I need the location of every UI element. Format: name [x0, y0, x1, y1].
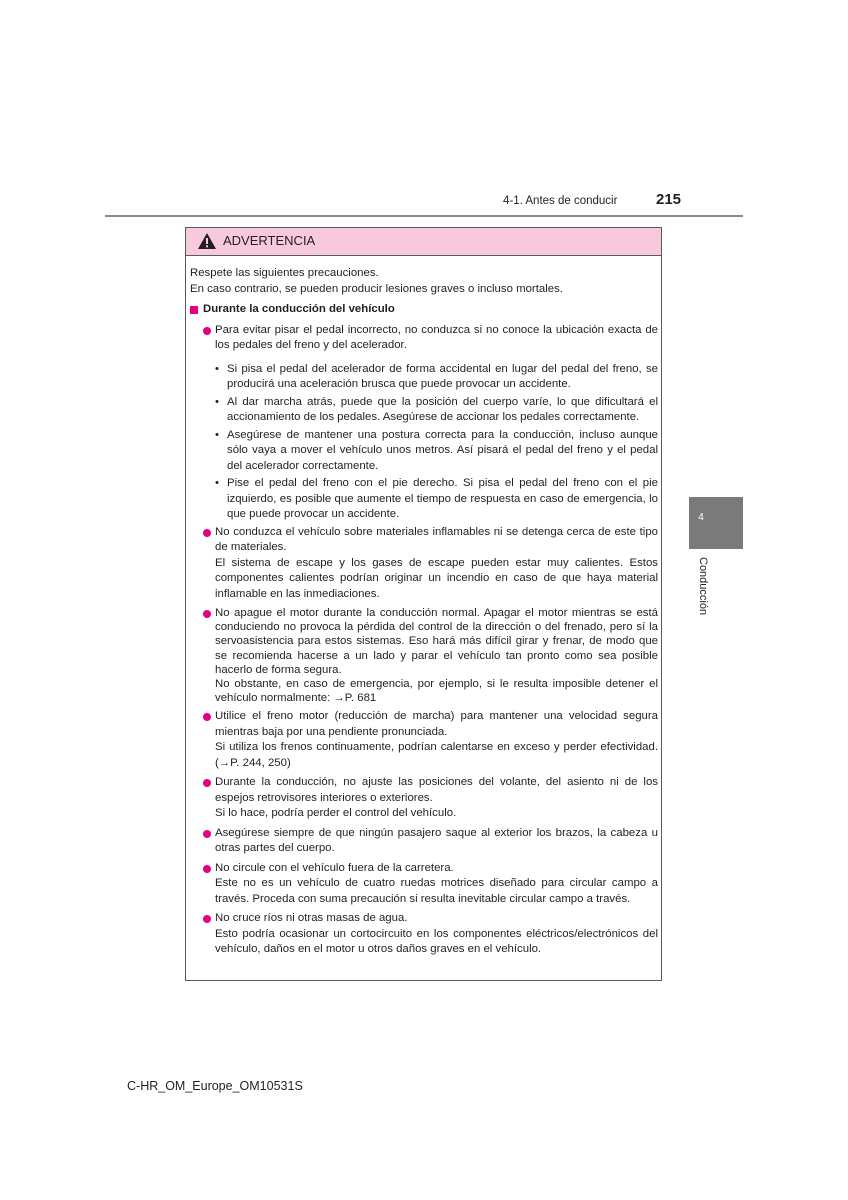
list-item-text: Para evitar pisar el pedal incorrecto, no conduzca si no conoce la ubicación exacta de los pedales del freno y del acelerador. [215, 323, 658, 351]
sub-list-item: • Pise el pedal del freno con el pie derecho. Si pisa el pedal del freno con el pie izquierdo, es posible que aumente el tiempo de respuesta en caso de emergencia, lo que puede provocar un accidente. [190, 476, 658, 523]
list-item-detail: Esto podría ocasionar un cortocircuito en los componentes eléctricos/electrónicos del vehículo, daños en el motor u otros daños graves en el vehículo. [215, 927, 658, 956]
list-item [190, 323, 658, 354]
bullet-dot-icon [203, 529, 211, 537]
sub-list-item: • Asegúrese de mantener una postura correcta para la conducción, incluso aunque sólo vaya a mover el vehículo unos metros. Así pisará el pedal del freno y el pedal del acelerador correctamente. [190, 428, 658, 475]
warning-box [185, 227, 662, 981]
list-item-text: No apague el motor durante la conducción normal. Apagar el motor mientras se está conduciendo no provoca la pérdida del control de la dirección o del frenado, pero sí la servoasistencia para estos sistemas. Eso hará más difícil girar y frenar, de modo que se recomienda hacerse a un lado y parar el vehículo tan pronto como sea posible hacerlo de forma segura. [215, 607, 658, 676]
sub-list-item-text: Asegúrese de mantener una postura correcta para la conducción, incluso aunque sólo vaya a mover el vehículo unos metros. Así pisará el pedal del freno y el pedal del acelerador correctamente. [227, 428, 658, 472]
list-item [190, 525, 658, 603]
list-item [190, 606, 658, 705]
list-item [190, 709, 658, 771]
sub-list-item: • Si pisa el pedal del acelerador de forma accidental en lugar del pedal del freno, se producirá una aceleración brusca que puede provocar un accidente. [190, 362, 658, 393]
sub-list-item-text: Pise el pedal del freno con el pie derecho. Si pisa el pedal del freno con el pie izquierdo, es posible que aumente el tiempo de respuesta en caso de emergencia, lo que puede provocar un accidente. [227, 477, 658, 520]
list-item-text: No conduzca el vehículo sobre materiales inflamables ni se detenga cerca de este tipo de materiales. [215, 525, 658, 553]
warning-title: ADVERTENCIA [223, 233, 316, 248]
bullet-dot-icon [203, 610, 211, 618]
list-item-text: Durante la conducción, no ajuste las posiciones del volante, del asiento ni de los espejos retrovisores interiores o exteriores. [215, 776, 658, 804]
bullet-dot-icon [203, 830, 211, 838]
list-item-detail: El sistema de escape y los gases de escape pueden estar muy calientes. Estos componentes calientes podrían originar un incendio en caso de que haya material inflamable en las inmediaciones. [215, 556, 658, 600]
document-code: C-HR_OM_Europe_OM10531S [127, 1079, 303, 1093]
list-item-text: Asegúrese siempre de que ningún pasajero saque al exterior los brazos, la cabeza u otras partes del cuerpo. [215, 826, 658, 855]
chapter-tab [689, 497, 743, 549]
warning-header [186, 228, 661, 256]
bullet-dot-icon [203, 865, 211, 873]
list-item-detail: Si utiliza los frenos continuamente, podrían calentarse en exceso y perder efectividad. (→P. 244, 250) [215, 741, 658, 769]
list-item [190, 861, 658, 908]
sub-list-item-text: Si pisa el pedal del acelerador de forma accidental en lugar del pedal del freno, se producirá una aceleración brusca que puede provocar un accidente. [227, 362, 658, 390]
list-item [190, 911, 658, 958]
chapter-label: Conducción [697, 557, 709, 616]
sub-list-item-text: Al dar marcha atrás, puede que la posición del cuerpo varíe, lo que dificultará el accionamiento de los pedales. Asegúrese de accionar los pedales correctamente. [227, 395, 658, 423]
list-item-detail: Este no es un vehículo de cuatro ruedas motrices diseñado para circular campo a través. Proceda con suma precaución si resulta inevitable circular campo a través. [215, 877, 658, 905]
list-item [190, 775, 658, 822]
list-item-detail: No obstante, en caso de emergencia, por ejemplo, si le resulta imposible detener el vehículo normalmente: →P. 681 [215, 678, 658, 705]
list-item [190, 826, 658, 857]
bullet-dot-icon [203, 779, 211, 787]
section-heading [190, 302, 658, 318]
bullet-dot-icon [203, 713, 211, 721]
list-item-text: No circule con el vehículo fuera de la carretera. [215, 861, 454, 874]
sub-list-item: • Al dar marcha atrás, puede que la posición del cuerpo varíe, lo que dificultará el accionamiento de los pedales. Asegúrese de accionar los pedales correctamente. [190, 395, 658, 426]
warning-triangle-icon [197, 232, 217, 255]
header-divider [105, 215, 743, 217]
bullet-dot-icon [203, 915, 211, 923]
intro-text: Respete las siguientes precauciones. [190, 267, 379, 279]
section-heading-text: Durante la conducción del vehículo [203, 303, 395, 315]
section-title: 4-1. Antes de conducir [503, 195, 618, 207]
square-bullet-icon [190, 306, 198, 314]
chapter-number: 4 [698, 512, 704, 523]
list-item-text: No cruce ríos ni otras masas de agua. [215, 912, 408, 925]
intro-text-2: En caso contrario, se pueden producir lesiones graves o incluso mortales. [190, 282, 563, 295]
warning-content [190, 266, 658, 958]
list-item-text: Utilice el freno motor (reducción de marcha) para mantener una velocidad segura mientras baja por una pendiente pronunciada. [215, 710, 658, 738]
list-item-detail: Si lo hace, podría perder el control del vehículo. [215, 807, 457, 820]
page-number: 215 [656, 191, 682, 208]
bullet-dot-icon [203, 327, 211, 335]
